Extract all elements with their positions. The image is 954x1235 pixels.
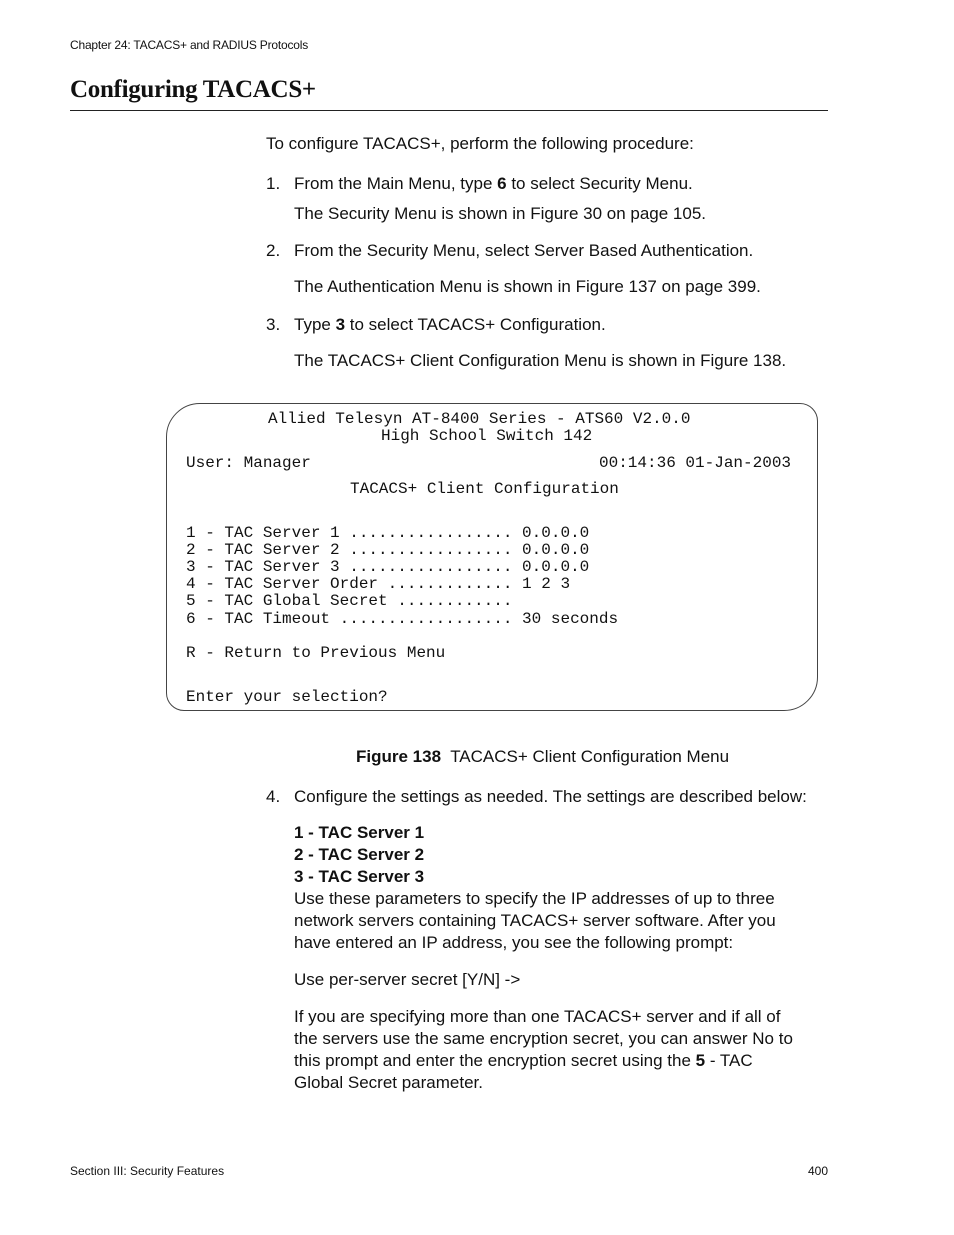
terminal-prompt: Enter your selection? — [186, 688, 388, 706]
footer-section: Section III: Security Features — [70, 1164, 225, 1178]
setting-heading: 2 - TAC Server 2 — [294, 845, 425, 864]
step-3-number: 3. — [266, 315, 281, 334]
terminal-switch-name: High School Switch 142 — [381, 427, 593, 445]
setting-description: Use these parameters to specify the IP addresses of up to three network servers containing TACACS+ server software. After you have entered an IP address, you see the following prompt: — [294, 889, 776, 952]
server-secret-prompt: Use per-server secret [Y/N] -> — [294, 970, 521, 989]
step-1-note: The Security Menu is shown in Figure 30 on page 105. — [294, 204, 707, 223]
running-header: Chapter 24: TACACS+ and RADIUS Protocols — [70, 38, 309, 52]
step-2-number: 2. — [266, 241, 281, 260]
terminal-menu-item: 6 - TAC Timeout .................. 30 seconds — [186, 610, 619, 628]
step-4-number: 4. — [266, 787, 281, 806]
terminal-menu-item: 4 - TAC Server Order ............. 1 2 3 — [186, 575, 571, 593]
step-1-number: 1. — [266, 174, 281, 193]
setting-detail: If you are specifying more than one TACACS+ server and if all of the servers use the same encryption secret, you can answer No to this prompt and enter the encryption secret using the 5 - TAC Global Secret parameter. — [294, 1007, 793, 1092]
figure-caption: Figure 138 TACACS+ Client Configuration Menu — [356, 747, 730, 766]
terminal-return-option: R - Return to Previous Menu — [186, 644, 446, 662]
terminal-menu-title: TACACS+ Client Configuration — [350, 480, 619, 498]
terminal-datetime: 00:14:36 01-Jan-2003 — [599, 454, 792, 472]
step-1-text: From the Main Menu, type 6 to select Security Menu. — [294, 174, 693, 193]
terminal-menu-item: 5 - TAC Global Secret ............ — [186, 592, 513, 610]
step-2-text: From the Security Menu, select Server Based Authentication. — [294, 241, 754, 260]
terminal-menu-item: 3 - TAC Server 3 ................. 0.0.0.0 — [186, 558, 590, 576]
section-title: Configuring TACACS+ — [70, 76, 316, 103]
step-2-note: The Authentication Menu is shown in Figure 137 on page 399. — [294, 277, 761, 296]
terminal-user: User: Manager — [186, 454, 311, 472]
step-4-text: Configure the settings as needed. The settings are described below: — [294, 787, 807, 806]
terminal-banner-line: Allied Telesyn AT-8400 Series - ATS60 V2.0.0 — [268, 410, 691, 428]
setting-heading: 1 - TAC Server 1 — [294, 823, 425, 842]
figure-label: Figure 138 — [356, 747, 442, 766]
step-3-text: Type 3 to select TACACS+ Configuration. — [294, 315, 606, 334]
step-3-note: The TACACS+ Client Configuration Menu is shown in Figure 138. — [294, 351, 787, 370]
terminal-menu-item: 2 - TAC Server 2 ................. 0.0.0.0 — [186, 541, 590, 559]
setting-heading: 3 - TAC Server 3 — [294, 867, 425, 886]
intro-text: To configure TACACS+, perform the following procedure: — [266, 134, 694, 153]
page-number: 400 — [808, 1164, 829, 1178]
title-rule — [70, 110, 828, 111]
terminal-menu-item: 1 - TAC Server 1 ................. 0.0.0.0 — [186, 524, 590, 542]
